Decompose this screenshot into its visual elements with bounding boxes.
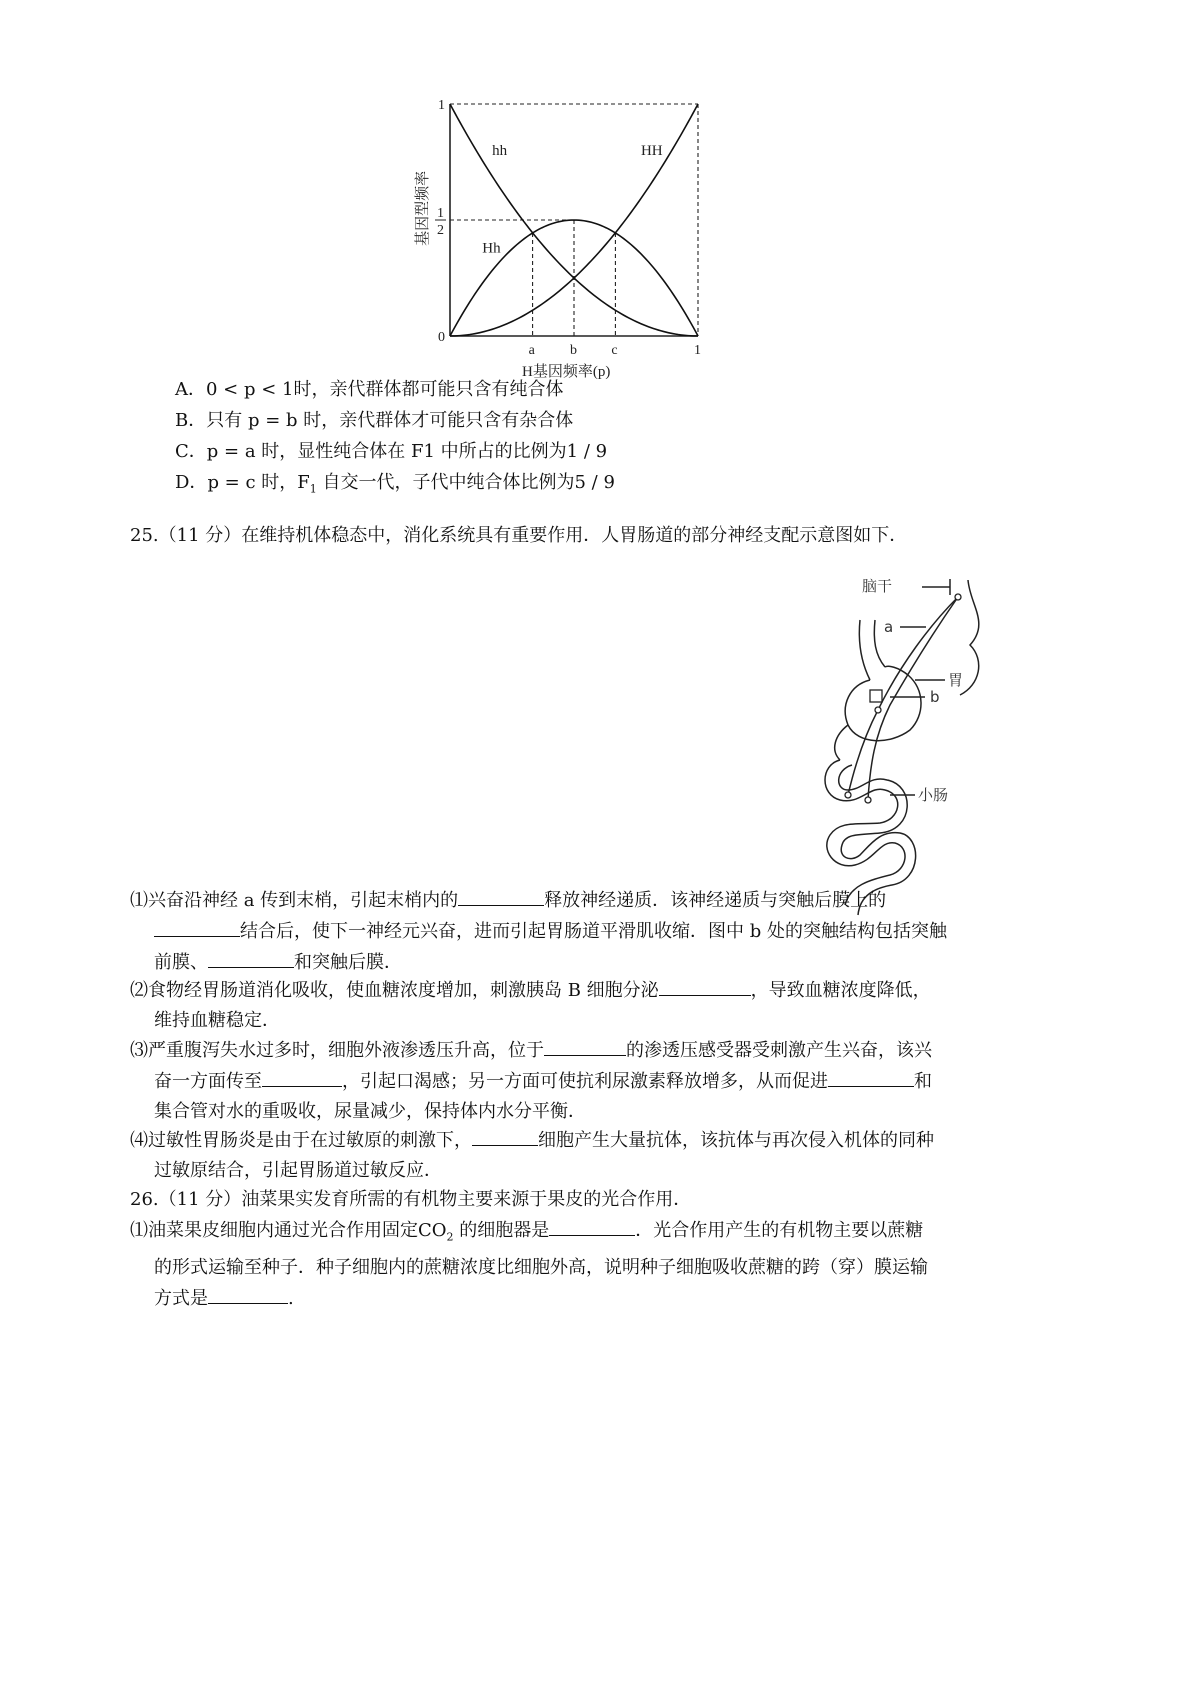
option-b-text: 只有 p = b 时，亲代群体才可能只含有杂合体: [206, 410, 574, 431]
q25-p1-l1b: 释放神经递质．该神经递质与突触后膜上的: [544, 890, 887, 911]
q26-title: 26.（11 分）油菜果实发育所需的有机物主要来源于果皮的光合作用．: [130, 1189, 692, 1210]
option-d-text-a: p = c 时，F: [207, 472, 310, 493]
option-b: [175, 409, 573, 433]
q25-part4: [130, 1125, 1070, 1186]
q26-p1-l1b: 的细胞器是: [453, 1220, 550, 1241]
q25-p3-l2c: 和: [914, 1071, 932, 1092]
q25-p2-l1a: ⑵食物经胃肠道消化吸收，使血糖浓度增加，刺激胰岛 B 细胞分泌: [130, 980, 659, 1001]
x-tick-a: a: [528, 343, 535, 358]
y-tick-1: 1: [438, 98, 445, 113]
y-tick-half-denominator: 2: [437, 223, 444, 238]
option-d-label: D．: [175, 472, 208, 493]
q25-p3-l1b: 的渗透压感受器受刺激产生兴奋，该兴: [626, 1040, 932, 1061]
esophagus-left: [859, 620, 870, 680]
brainstem-leader: [922, 579, 950, 595]
q26-p1-l1c: ．光合作用产生的有机物主要以蔗糖: [635, 1220, 924, 1241]
answer-blank-6[interactable]: [262, 1066, 342, 1087]
q26-p1-l3a: 方式是: [154, 1287, 208, 1309]
answer-blank-3[interactable]: [208, 947, 294, 968]
y-axis-label: 基因型频率: [415, 170, 431, 246]
neuron-node-3: [845, 792, 851, 798]
label-stomach: 胃: [948, 671, 964, 689]
answer-blank-9[interactable]: [549, 1215, 635, 1236]
x-tick-c: c: [611, 343, 618, 358]
q25-p3-l2b: ，引起口渴感；另一方面可使抗利尿激素释放增多，从而促进: [342, 1071, 828, 1092]
answer-blank-7[interactable]: [828, 1066, 914, 1087]
q26-p1-l3b: .: [288, 1287, 294, 1309]
answer-blank-4[interactable]: [659, 975, 751, 996]
label-brainstem: 脑干: [862, 577, 893, 595]
x-axis-label: H基因频率(p): [522, 364, 611, 380]
q25-p1-l1a: ⑴兴奋沿神经 a 传到末梢，引起末梢内的: [130, 890, 459, 911]
option-b-label: B．: [175, 410, 207, 431]
series-HH-label: HH: [640, 143, 663, 160]
y-tick-half-numerator: 1: [437, 206, 444, 221]
option-c: [175, 440, 607, 464]
label-b: b: [930, 688, 940, 706]
q26-p1-l2: 的形式运输至种子．种子细胞内的蔗糖浓度比细胞外高，说明种子细胞吸收蔗糖的跨（穿）膜运输: [154, 1256, 928, 1278]
neuron-node-2: [875, 707, 881, 713]
q25-p2-l2: 维持血糖稳定．: [154, 1010, 280, 1031]
x-tick-1: 1: [694, 343, 701, 358]
label-small-intestine: 小肠: [918, 786, 949, 804]
stomach-outline: [845, 666, 921, 740]
q25-p4-l1a: ⑷过敏性胃肠炎是由于在过敏原的刺激下，: [130, 1130, 472, 1151]
answer-blank-8[interactable]: [472, 1125, 538, 1146]
series-hh-label: hh: [492, 143, 508, 160]
neuron-node-1: [955, 594, 961, 600]
q26-p1-sub: 2: [446, 1230, 454, 1244]
answer-blank-2[interactable]: [154, 916, 240, 937]
q25-p3-l2a: 奋一方面传至: [154, 1071, 262, 1092]
series-Hh-label: Hh: [482, 240, 501, 257]
answer-blank-5[interactable]: [544, 1035, 626, 1056]
q25-p2-l1b: ，导致血糖浓度降低，: [750, 980, 931, 1001]
q25-p1-l3a: 前膜、: [154, 952, 208, 973]
gut-nerve-diagram: [830, 577, 1090, 935]
option-d-sub: 1: [309, 482, 317, 496]
y-tick-0: 0: [438, 330, 445, 345]
option-d-text-b: 自交一代，子代中纯合体比例为5 / 9: [316, 472, 615, 493]
x-tick-b: b: [570, 343, 577, 358]
q25-p1-l2b: 结合后，使下一神经元兴奋，进而引起胃肠道平滑肌收缩．图中 b 处的突触结构包括突触: [240, 921, 947, 942]
label-a: a: [884, 618, 894, 636]
option-c-label: C．: [175, 441, 207, 462]
q25-p4-l2: 过敏原结合，引起胃肠道过敏反应．: [154, 1160, 442, 1181]
option-d: [175, 471, 615, 502]
genotype-frequency-chart: [415, 98, 760, 420]
q25-p3-l1a: ⑶严重腹泻失水过多时，细胞外液渗透压升高，位于: [130, 1040, 544, 1061]
q26-p1-l1a: ⑴油菜果皮细胞内通过光合作用固定CO: [130, 1220, 447, 1241]
option-a-label: A．: [175, 379, 206, 400]
answer-blank-10[interactable]: [208, 1283, 288, 1304]
q25-part2: [130, 975, 1070, 1036]
q25-part1: [130, 885, 1070, 978]
q25-p4-l1b: 细胞产生大量抗体，该抗体与再次侵入机体的同种: [538, 1130, 934, 1151]
option-a: [175, 378, 563, 402]
q25-p1-l3b: 和突触后膜．: [294, 952, 402, 973]
gut-diagram-svg: [830, 577, 1090, 935]
q26-part1: [130, 1215, 1070, 1314]
neuron-node-4: [865, 797, 871, 803]
q25-p3-l3: 集合管对水的重吸收，尿量减少，保持体内水分平衡．: [154, 1101, 586, 1122]
q25-title: 25.（11 分）在维持机体稳态中，消化系统具有重要作用．人胃肠道的部分神经支配示意图如下．: [130, 525, 908, 546]
option-c-text: p = a 时，显性纯合体在 F1 中所占的比例为1 / 9: [206, 441, 608, 462]
answer-blank-1[interactable]: [458, 885, 544, 906]
q25-part3: [130, 1035, 1070, 1127]
synapse-b-box: [870, 690, 882, 702]
pylorus: [835, 725, 848, 760]
chart-svg: [415, 98, 760, 420]
option-a-text: 0 < p < 1时，亲代群体都可能只含有纯合体: [206, 379, 564, 400]
